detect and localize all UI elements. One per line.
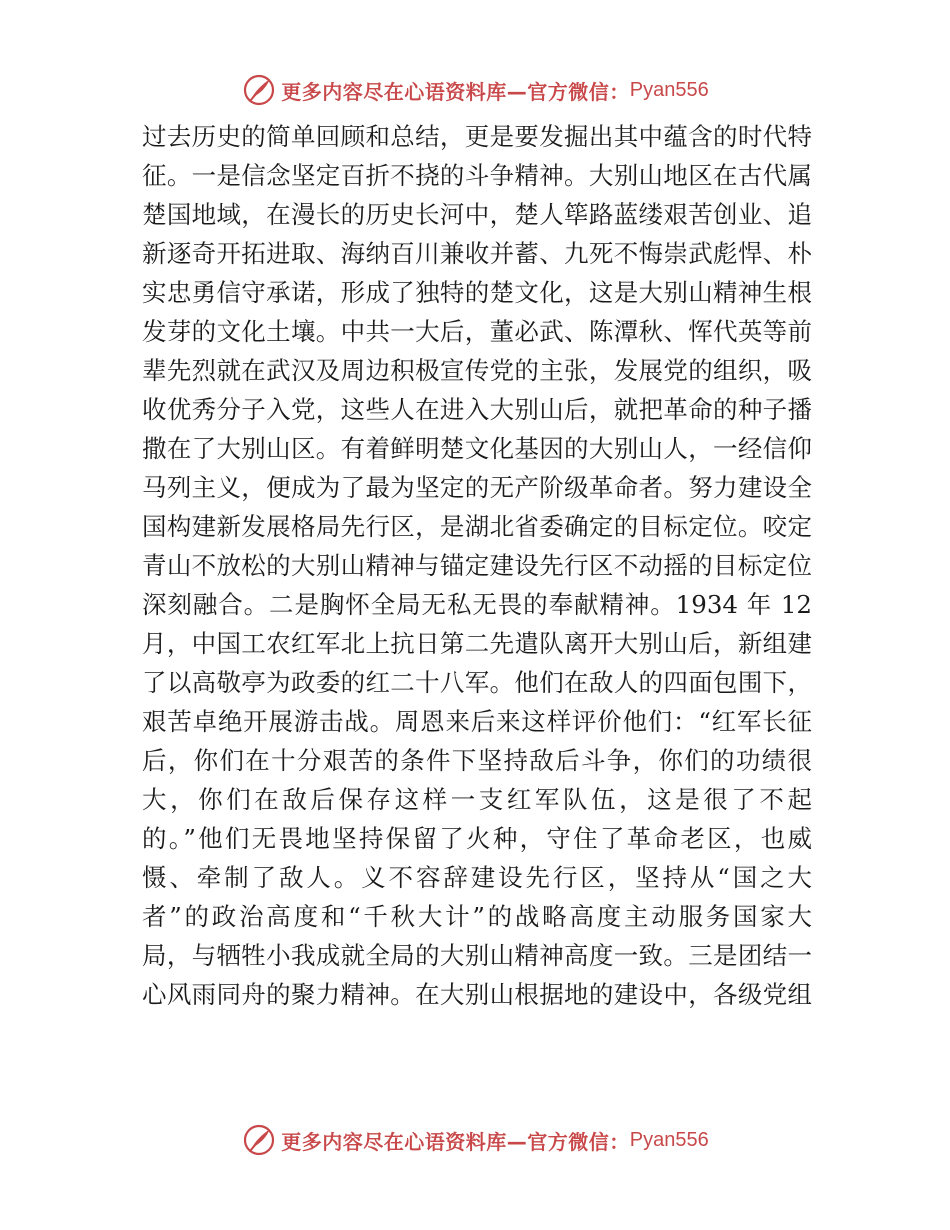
body-line: 了以高敬亭为政委的红二十八军。他们在敌人的四面包围下， (142, 668, 812, 697)
quill-logo-icon (241, 72, 277, 108)
body-line: 过去历史的简单回顾和总结，更是要发掘出其中蕴含的时代特 (142, 122, 812, 151)
body-line: 撒在了大别山区。有着鲜明楚文化基因的大别山人，一经信仰 (142, 434, 812, 463)
body-line: 辈先烈就在武汉及周边积极宣传党的主张，发展党的组织，吸 (142, 356, 812, 385)
body-line: 楚国地域，在漫长的历史长河中，楚人筚路蓝缕艰苦创业、追 (142, 200, 812, 229)
body-line: 月，中国工农红军北上抗日第二先遣队离开大别山后，新组建 (142, 629, 812, 658)
article-body (142, 117, 812, 1014)
body-line: 青山不放松的大别山精神与锚定建设先行区不动摇的目标定位 (142, 551, 812, 580)
quill-logo-icon (241, 1122, 277, 1158)
footer-watermark (0, 1118, 950, 1162)
body-line: 后，你们在十分艰苦的条件下坚持敌后斗争，你们的功绩很 (142, 746, 812, 775)
body-line: 艰苦卓绝开展游击战。周恩来后来这样评价他们：“红军长征 (142, 707, 812, 736)
body-line: 新逐奇开拓进取、海纳百川兼收并蓄、九死不悔崇武彪悍、朴 (142, 239, 812, 268)
header-watermark (0, 68, 950, 112)
watermark-wechat-id: Pyan556 (629, 1128, 709, 1151)
body-line: 的。”他们无畏地坚持保留了火种，守住了革命老区，也威 (142, 824, 812, 853)
body-line: 局，与牺牲小我成就全局的大别山精神高度一致。三是团结一 (142, 941, 812, 970)
watermark-title: 更多内容尽在心语资料库—官方微信： (281, 79, 630, 104)
body-line: 实忠勇信守承诺，形成了独特的楚文化，这是大别山精神生根 (142, 278, 812, 307)
body-line: 者”的政治高度和“千秋大计”的战略高度主动服务国家大 (142, 902, 812, 931)
body-line: 国构建新发展格局先行区，是湖北省委确定的目标定位。咬定 (142, 512, 812, 541)
body-line: 发芽的文化土壤。中共一大后，董必武、陈潭秋、恽代英等前 (142, 317, 812, 346)
body-line: 慑、牵制了敌人。义不容辞建设先行区，坚持从“国之大 (142, 863, 812, 892)
body-line: 收优秀分子入党，这些人在进入大别山后，就把革命的种子播 (142, 395, 812, 424)
body-line: 心风雨同舟的聚力精神。在大别山根据地的建设中，各级党组 (142, 980, 812, 1009)
body-line: 征。一是信念坚定百折不挠的斗争精神。大别山地区在古代属 (142, 161, 812, 190)
body-line: 马列主义，便成为了最为坚定的无产阶级革命者。努力建设全 (142, 473, 812, 502)
watermark-title: 更多内容尽在心语资料库—官方微信： (281, 1129, 630, 1154)
body-line: 深刻融合。二是胸怀全局无私无畏的奉献精神。1934 年 12 (142, 590, 812, 619)
body-line: 大，你们在敌后保存这样一支红军队伍，这是很了不起 (142, 785, 812, 814)
watermark-wechat-id: Pyan556 (629, 78, 709, 101)
